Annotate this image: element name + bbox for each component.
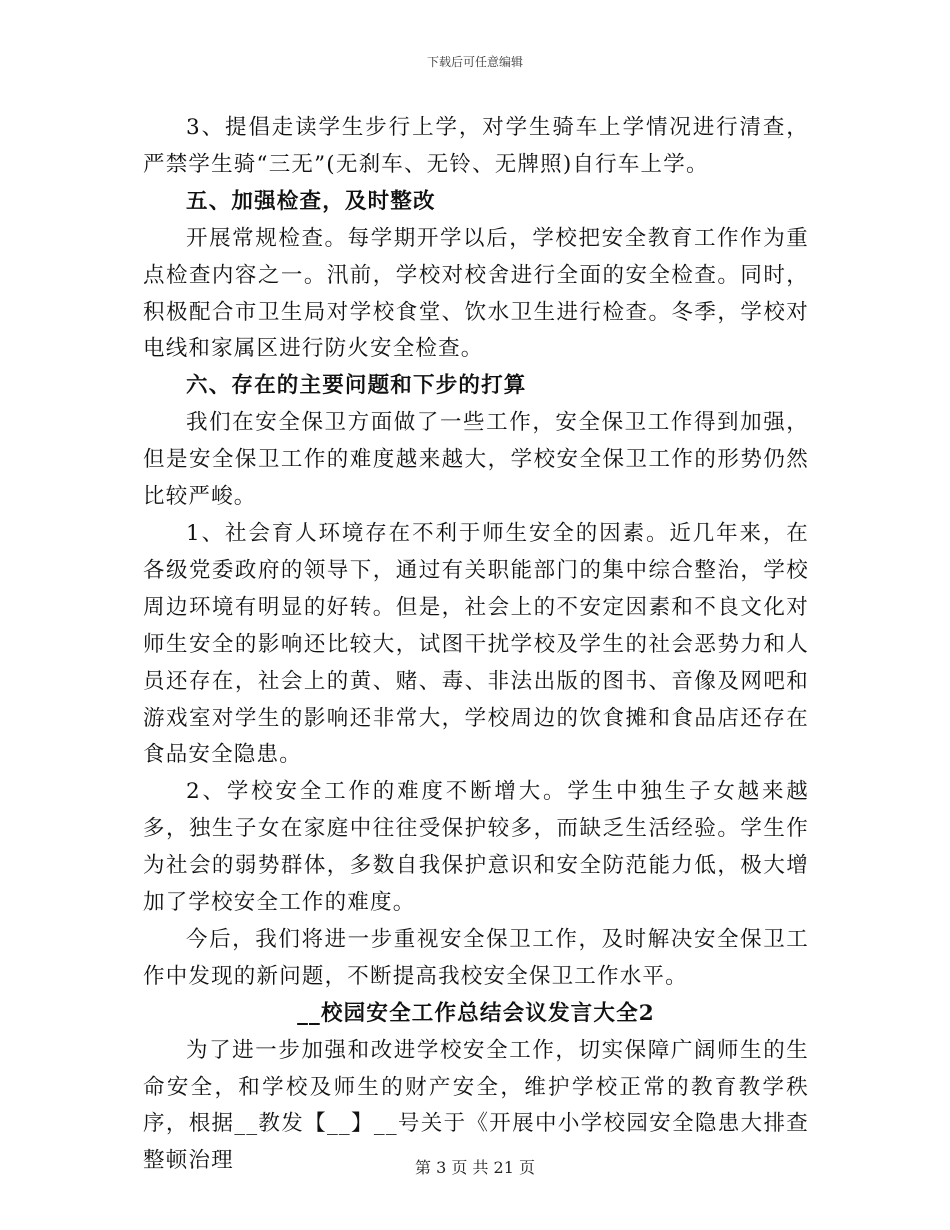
paragraph-future-plan: 今后，我们将进一步重视安全保卫工作，及时解决安全保卫工作中发现的新问题，不断提高我校安全保卫工作水平。 xyxy=(143,926,809,989)
paragraph-difficulty: 2、学校安全工作的难度不断增大。学生中独生子女越来越多，独生子女在家庭中往往受保护较多，而缺乏生活经验。学生作为社会的弱势群体，多数自我保护意识和安全防范能力低，极大增加了学校安全工作的难度。 xyxy=(143,779,809,916)
section-heading-problems: 六、存在的主要问题和下步的打算 xyxy=(186,373,527,399)
section-heading-inspection: 五、加强检查，及时整改 xyxy=(186,188,436,214)
article-title: __校园安全工作总结会议发言大全2 xyxy=(297,1000,655,1026)
paragraph-intro: 为了进一步加强和改进学校安全工作，切实保障广阔师生的生命安全，和学校及师生的财产安全，维护学校正常的教育教学秩序，根据__教发【__】__号关于《开展中小学校园安全隐患大排查整顿治理 xyxy=(143,1037,809,1174)
paragraph-security-work: 我们在安全保卫方面做了一些工作，安全保卫工作得到加强，但是安全保卫工作的难度越来越大，学校安全保卫工作的形势仍然比较严峻。 xyxy=(143,410,809,510)
header-note: 下载后可任意编辑 xyxy=(426,55,523,69)
paragraph-social-environment: 1、社会育人环境存在不利于师生安全的因素。近几年来，在各级党委政府的领导下，通过有关职能部门的集中综合整治，学校周边环境有明显的好转。但是，社会上的不安定因素和不良文化对师生安全的影响还比较大，试图干扰学校及学生的社会恶势力和人员还存在，社会上的黄、赌、毒、非法出版的图书、音像及网吧和游戏室对学生的影响还非常大，学校周边的饮食摊和食品店还存在食品安全隐患。 xyxy=(143,520,809,768)
document-body xyxy=(143,110,809,1180)
paragraph-bike-rule: 3、提倡走读学生步行上学，对学生骑车上学情况进行清查，严禁学生骑“三无”(无刹车、无铃、无牌照)自行车上学。 xyxy=(143,115,809,177)
paragraph-routine-inspection: 开展常规检查。每学期开学以后，学校把安全教育工作作为重点检查内容之一。汛前，学校对校舍进行全面的安全检查。同时，积极配合市卫生局对学校食堂、饮水卫生进行检查。冬季，学校对电线和家属区进行防火安全检查。 xyxy=(143,225,809,362)
page-number: 第 3 页 共 21 页 xyxy=(415,1158,535,1177)
